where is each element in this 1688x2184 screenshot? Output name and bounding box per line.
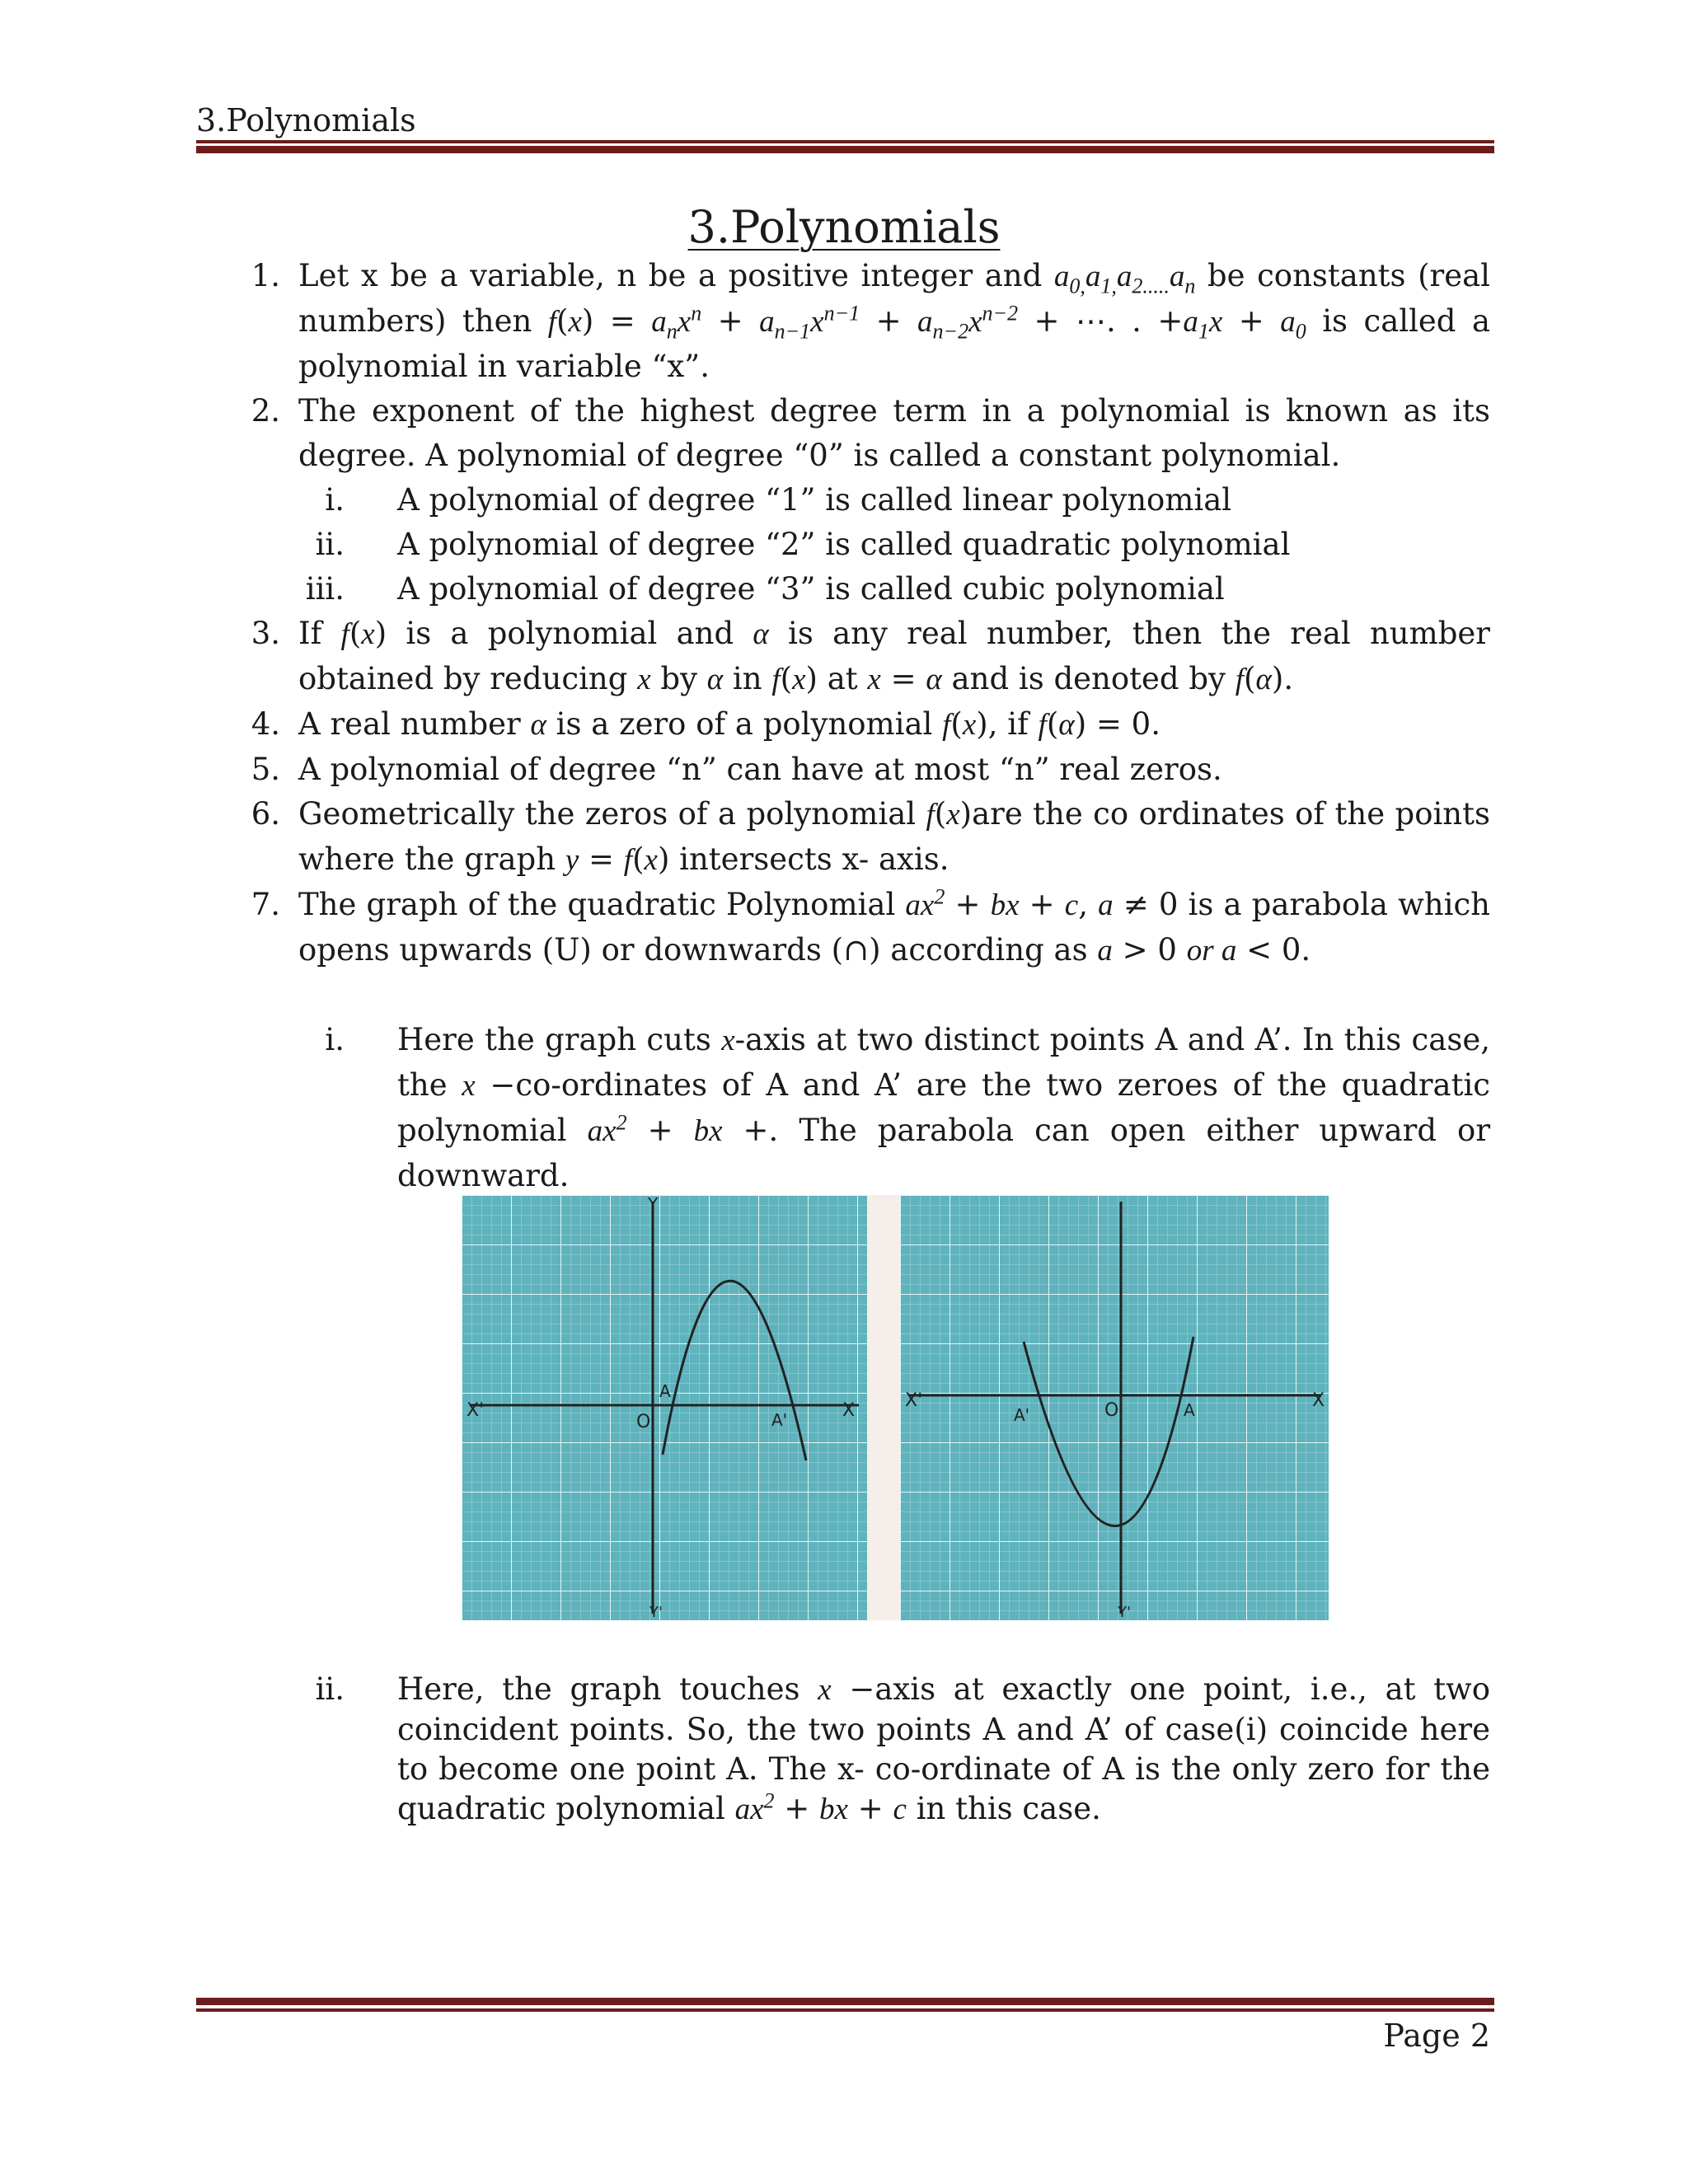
header-title: 3.Polynomials xyxy=(196,102,416,138)
case-i-paragraph: i. Here the graph cuts x-axis at two distinct points A and A’. In this case, the x −co-ordinates of A and A’ are the two zeroes of the quadratic polynomial $ax^2$ + bx +. The parabola can open either upward or downward. xyxy=(325,1022,1491,1193)
svg-text:Y': Y' xyxy=(649,1604,663,1620)
svg-text:X': X' xyxy=(467,1400,485,1421)
svg-text:X: X xyxy=(842,1400,856,1421)
svg-text:X': X' xyxy=(905,1390,923,1411)
document-title: 3.Polynomials xyxy=(687,201,1001,253)
header-rule-thick xyxy=(196,146,1494,153)
list-item-2: 2. The exponent of the highest degree term in a polynomial is known as its degree. A polynomial of degree “0” is called a constant polynomial. xyxy=(251,393,1490,473)
sub-item-2-iii: iii. A polynomial of degree “3” is called cubic polynomial xyxy=(305,571,1225,607)
graph-downward-parabola xyxy=(462,1195,867,1620)
footer-rule-thick xyxy=(196,1998,1494,2005)
svg-text:A: A xyxy=(659,1381,671,1401)
svg-text:A': A' xyxy=(771,1410,788,1430)
parabola-figures xyxy=(462,1195,1329,1620)
svg-text:Y: Y xyxy=(648,1195,659,1214)
page-number: Page 2 xyxy=(1383,2018,1490,2054)
figure-gap xyxy=(867,1195,900,1620)
list-item-7: 7. The graph of the quadratic Polynomial $ax^2$ + bx + c, a ≠ 0 is a parabola which opens upwards (U) or downwards (∩) according as a > 0 or a < 0. xyxy=(251,884,1490,968)
svg-text:O: O xyxy=(1104,1400,1119,1421)
graph-upward-parabola xyxy=(900,1195,1329,1620)
list-item-5: 5. A polynomial of degree “n” can have at most “n” real zeros. xyxy=(251,752,1222,787)
sub-item-2-ii: ii. A polynomial of degree “2” is called quadratic polynomial xyxy=(315,527,1291,562)
footer-rule-thin xyxy=(196,2008,1494,2012)
svg-text:A: A xyxy=(1184,1400,1195,1420)
math-polynomial-definition: f xyxy=(547,305,557,339)
list-item-6: 6. Geometrically the zeros of a polynomial f(x)are the co ordinates of the points where the graph y = f(x) intersects x- axis. xyxy=(251,796,1490,877)
document-body xyxy=(239,254,1490,1198)
list-item-4: 4. A real number α is a zero of a polynomial f(x), if f(α) = 0. xyxy=(251,706,1160,742)
svg-text:O: O xyxy=(636,1412,651,1432)
document-body-continued xyxy=(239,1670,1490,1830)
sub-item-2-i: i. A polynomial of degree “1” is called linear polynomial xyxy=(325,482,1232,518)
svg-text:X: X xyxy=(1312,1390,1325,1411)
svg-text:A': A' xyxy=(1014,1405,1030,1425)
list-item-3: 3. If f(x) is a polynomial and α is any real number, then the real number obtained by reducing x by α in f(x) at x = α and is denoted by f(α). xyxy=(251,616,1490,696)
header-rule-thin xyxy=(196,140,1494,143)
list-item-1: 1. Let x be a variable, n be a positive integer and $a_{0,}a_{1,}a_{2.....}a_n$ be constants (real numbers) then $f(x) = a_nx^n + a_{n-1}x^{n-1} + a_{n-2}x^{n-2}$ + ⋯. . $+a_1x + a_0$ is called a polynomial in variable “x”. xyxy=(251,258,1491,384)
math-constants: $a_{0,}a_{1,}a_{2.....}a_n$ xyxy=(1053,260,1196,298)
svg-text:Y': Y' xyxy=(1118,1604,1131,1620)
case-ii-paragraph: ii. Here, the graph touches x −axis at exactly one point, i.e., at two coincident points. So, the two points A and A’ of case(i) coincide here to become one point A. The x- co-ordinate of A is the only zero for the quadratic polynomial $ax^2$ + bx + c in this case. xyxy=(315,1671,1491,1826)
